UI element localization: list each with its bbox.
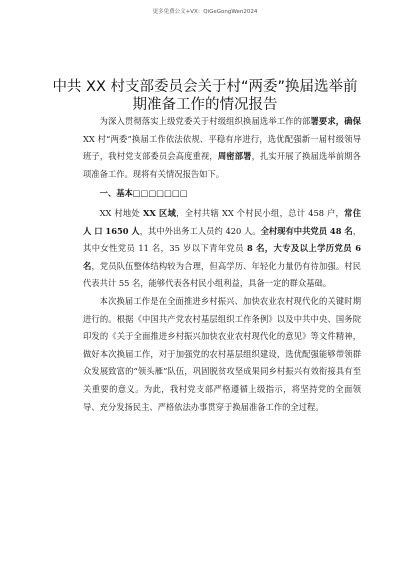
intro-text-2: XX 村“两委”换届工作依法依规、平稳有序进行，选优配强新一届村级领导班子，我村党支部委员会高度重视， [83,133,361,162]
intro-bold-2: 周密部署 [217,151,252,162]
intro-text-3: ，扎实开展了换届选举前期各项准备工作。现将有关情况报告如下。 [83,151,361,179]
basic-text-4: ，其中女性党员 11 名，35 岁以下青年党员 [83,225,361,254]
basic-bold-2: 常住人 口 1650 人 [83,207,361,236]
section-heading-basic: 一、基本□□□□□□□ [99,188,188,199]
background-paragraph: 本次换届工作是在全面推进乡村振兴、加快农业农村现代化的关键时期进行的。根据《中国共产党农村基层组织工作条例》以及中共中央、国务院印发的《关于全面推进乡村振兴加快农业农村现代化的意见》等文件精神，做好本次换届工作，对于加强党的农村基层组织建设，选优配强能够带领群众发展致富的“领头雁”队伍，巩固脱贫攻坚成果同乡村振兴有效衔接具有至关重要的意义。为此，我村党支部严格遵循上级指示，将坚持党的全面领导、充分发扬民主、严格依法办事贯穿于换届准备工作的全过程。 [83,295,361,412]
basic-paragraph [83,205,361,293]
basic-text-5: ，党员队伍整体结构较为合理，但高学历、年轻化力量仍有待加强。村民代表共计 55 名，能够代表各村民小组利益，具备一定的群众基础。 [83,260,361,289]
header-note: 更多免费公文+VX：QiGeGongWen2024 [152,9,258,15]
basic-bold-4: 8 名，大专及以上学历党员 6 名 [83,243,362,271]
basic-text-1: XX 村地处 [99,207,143,218]
intro-text-1: 为深入贯彻落实上级党委关于村级组织换届选举工作的部 [99,116,311,126]
intro-bold-1: 署要求，确保 [310,116,361,126]
document-body [83,113,361,416]
basic-bold-3: 全村现有中共党员 48 名 [260,225,353,236]
intro-paragraph [83,113,361,183]
basic-text-2: ，全村共辖 XX 个村民小组，总计 458 户， [176,207,345,218]
basic-text-3: ，其中外出务工人员约 420 人。 [139,225,261,236]
basic-bold-1: XX 区域 [142,207,177,218]
page-title: 中共 XX 村支部委员会关于村“两委”换届选举前期准备工作的情况报告 [52,79,358,113]
